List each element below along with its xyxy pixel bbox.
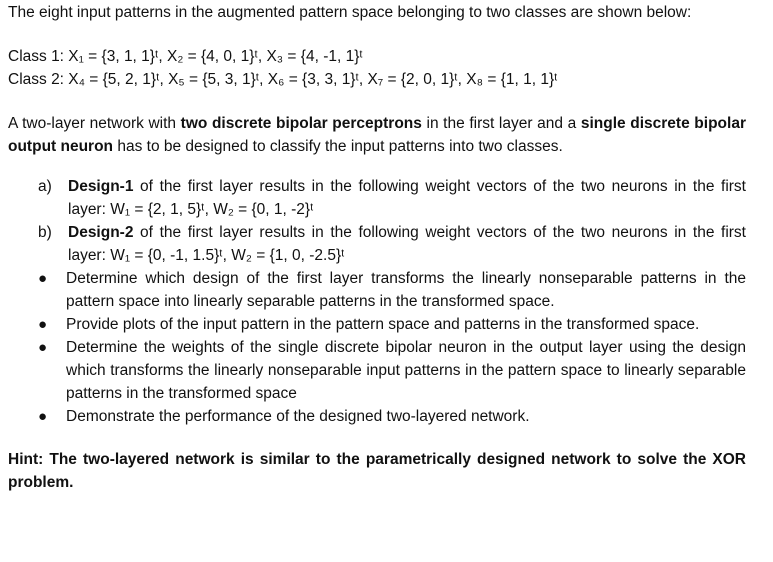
list-item: [38, 336, 746, 405]
design-title: Design-1: [68, 178, 134, 195]
bullet-icon: ●: [38, 270, 48, 287]
network-bold-2: single discrete bipolar output neuron: [8, 115, 746, 155]
design-body: [68, 221, 746, 267]
design-list: [38, 175, 746, 267]
network-text-3: has to be designed to classify the input patterns into two classes.: [113, 138, 563, 155]
list-item-text: Determine which design of the first layer transforms the linearly nonseparable patterns in the pattern space into linearly separable patterns in the transformed space.: [66, 270, 746, 310]
class-definitions: [8, 45, 746, 91]
list-item-text: Determine the weights of the single discrete bipolar neuron in the output layer using the design which transforms the linearly nonseparable input patterns in the pattern space to linearly separable patterns in the transformed space: [66, 339, 746, 402]
bullet-icon: ●: [38, 339, 48, 356]
design-marker: a): [38, 178, 52, 195]
list-item-text: Provide plots of the input pattern in the pattern space and patterns in the transformed space.: [66, 316, 700, 333]
design-text: of the first layer results in the following weight vectors of the two neurons in the first layer: W₁ = {2, 1, 5}ᵗ, W₂ = {0, 1, -2}ᵗ: [68, 178, 746, 218]
intro-paragraph: The eight input patterns in the augmented pattern space belonging to two classes are shown below:: [8, 4, 692, 21]
bullet-icon: ●: [38, 316, 48, 333]
design-marker: b): [38, 224, 52, 241]
design-item-b: [38, 221, 746, 267]
list-item-text: Demonstrate the performance of the designed two-layered network.: [66, 408, 530, 425]
design-body: [68, 175, 746, 221]
task-list: [38, 267, 746, 428]
design-item-a: [38, 175, 746, 221]
list-item: [38, 267, 746, 313]
hint-text: Hint: The two-layered network is similar to the parametrically designed network to solve the XOR problem.: [8, 451, 746, 491]
design-title: Design-2: [68, 224, 134, 241]
document: [8, 1, 746, 494]
network-description: [8, 112, 746, 158]
network-text-1: A two-layer network with: [8, 115, 181, 132]
design-text: of the first layer results in the following weight vectors of the two neurons in the first layer: W₁ = {0, -1, 1.5}ᵗ, W₂ = {1, 0, -2.5}ᵗ: [68, 224, 746, 264]
network-text-2: in the first layer and a: [421, 115, 581, 132]
class-2-patterns: Class 2: X₄ = {5, 2, 1}ᵗ, X₅ = {5, 3, 1}ᵗ, X₆ = {3, 3, 1}ᵗ, X₇ = {2, 0, 1}ᵗ, X₈ = {1, 1, 1}ᵗ: [8, 71, 558, 88]
bullet-icon: ●: [38, 408, 48, 425]
class-1-patterns: Class 1: X₁ = {3, 1, 1}ᵗ, X₂ = {4, 0, 1}ᵗ, X₃ = {4, -1, 1}ᵗ: [8, 48, 363, 65]
list-item: [38, 405, 746, 428]
network-bold-1: two discrete bipolar perceptrons: [180, 115, 422, 132]
list-item: [38, 313, 746, 336]
